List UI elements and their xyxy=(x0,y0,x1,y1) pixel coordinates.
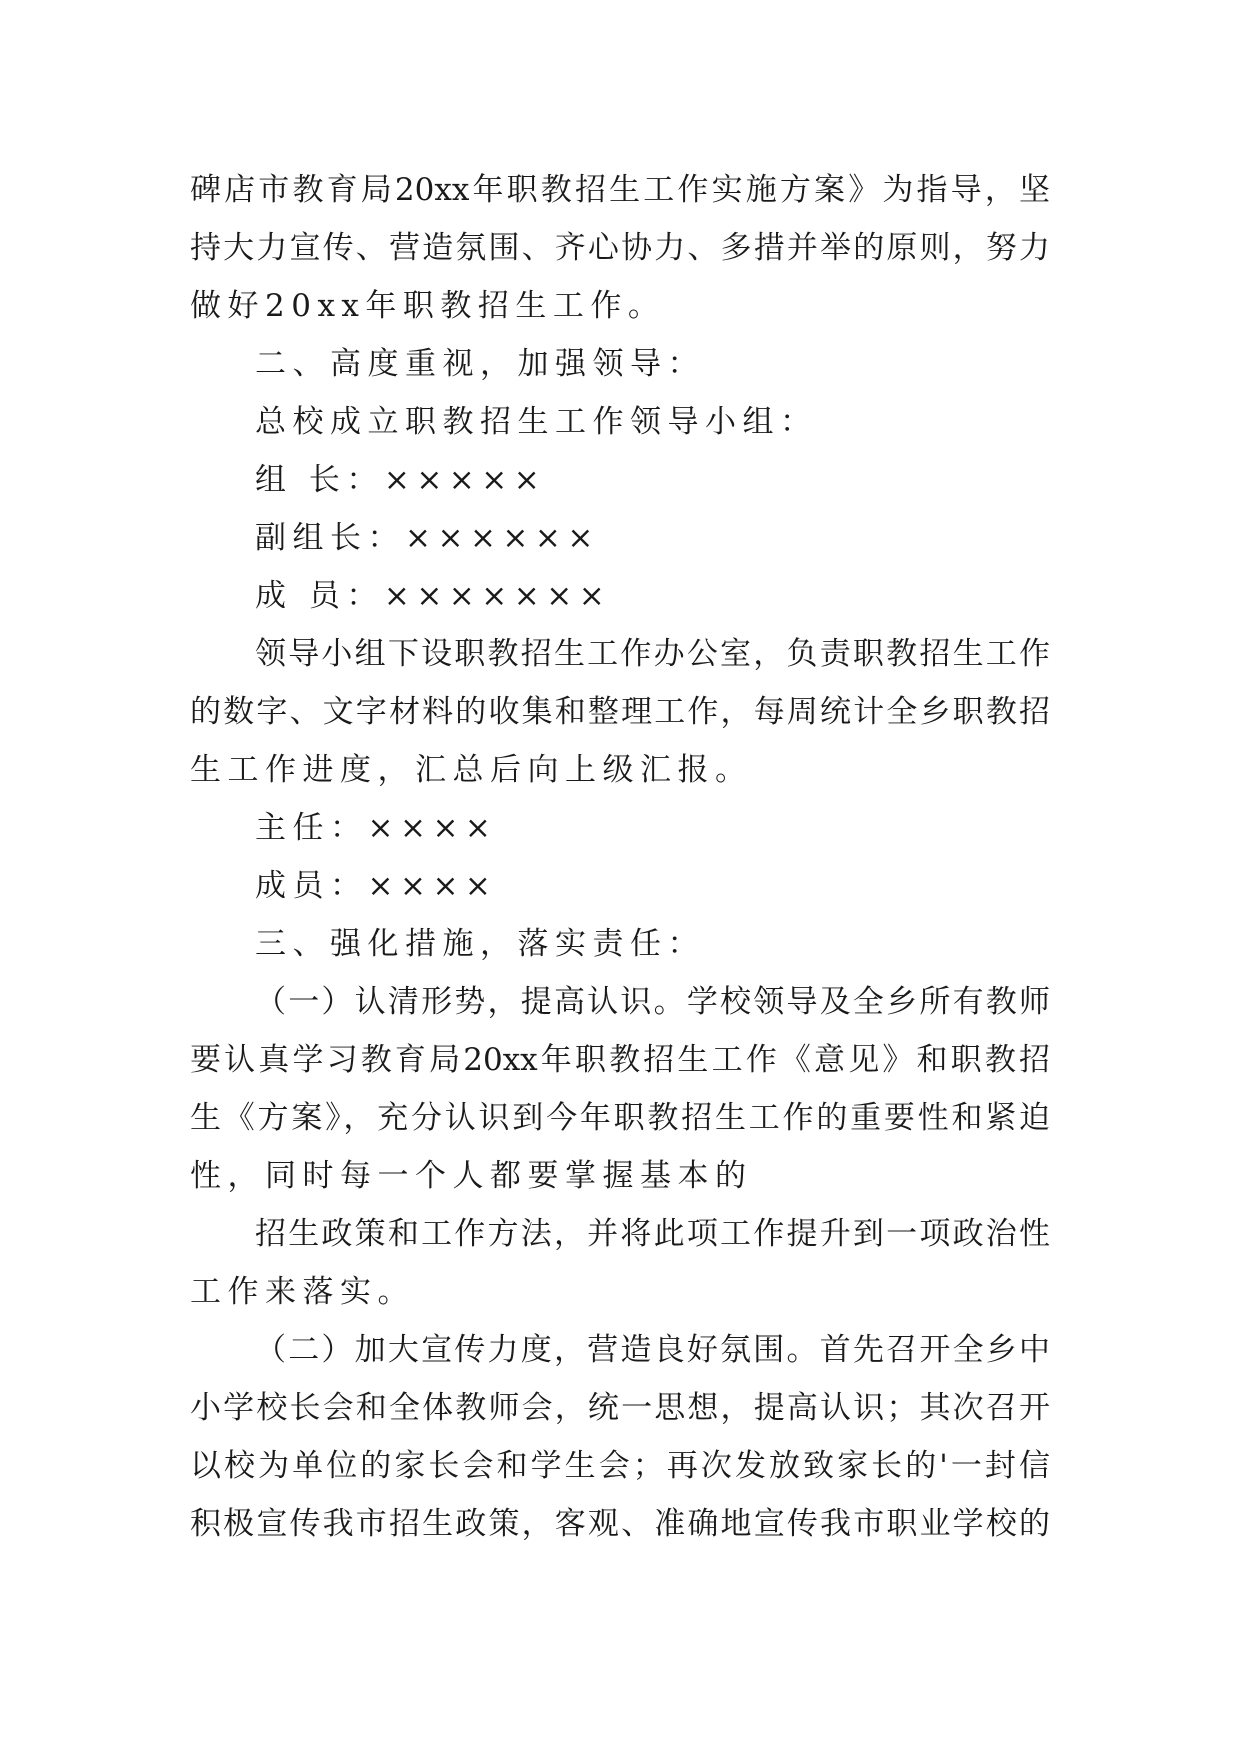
section-heading: 三、强化措施，落实责任： xyxy=(255,926,705,962)
member-line: 成 员：××××××× xyxy=(255,578,612,614)
body-line: 以校为单位的家长会和学生会；再次发放致家长的'一封信 xyxy=(190,1448,1050,1484)
body-line: 生工作进度，汇总后向上级汇报。 xyxy=(190,752,753,788)
body-line: （二）加大宣传力度，营造良好氛围。首先召开全乡中 xyxy=(255,1332,1050,1368)
body-line: 招生政策和工作方法，并将此项工作提升到一项政治性 xyxy=(255,1216,1050,1252)
body-line: 做好20xx年职教招生工作。 xyxy=(190,288,666,324)
body-line: 积极宣传我市招生政策，客观、准确地宣传我市职业学校的 xyxy=(190,1506,1050,1542)
body-line: 性，同时每一个人都要掌握基本的 xyxy=(190,1158,753,1194)
member-line: 组 长：××××× xyxy=(255,462,547,498)
member-line: 副组长：×××××× xyxy=(255,520,600,556)
body-line: 要认真学习教育局20xx年职教招生工作《意见》和职教招 xyxy=(190,1042,1050,1078)
body-line: 领导小组下设职教招生工作办公室，负责职教招生工作 xyxy=(255,636,1050,672)
body-line: 的数字、文字材料的收集和整理工作，每周统计全乡职教招 xyxy=(190,694,1050,730)
body-line: 小学校长会和全体教师会，统一思想，提高认识；其次召开 xyxy=(190,1390,1050,1426)
body-line: （一）认清形势，提高认识。学校领导及全乡所有教师 xyxy=(255,984,1050,1020)
body-line: 生《方案》，充分认识到今年职教招生工作的重要性和紧迫 xyxy=(190,1100,1050,1136)
member-line: 主任：×××× xyxy=(255,810,498,846)
member-line: 成员：×××× xyxy=(255,868,498,904)
body-line: 总校成立职教招生工作领导小组： xyxy=(255,404,818,440)
body-line: 碑店市教育局20xx年职教招生工作实施方案》为指导，坚 xyxy=(190,172,1050,208)
section-heading: 二、高度重视，加强领导： xyxy=(255,346,705,382)
body-line: 工作来落实。 xyxy=(190,1274,415,1310)
body-line: 持大力宣传、营造氛围、齐心协力、多措并举的原则，努力 xyxy=(190,230,1050,266)
